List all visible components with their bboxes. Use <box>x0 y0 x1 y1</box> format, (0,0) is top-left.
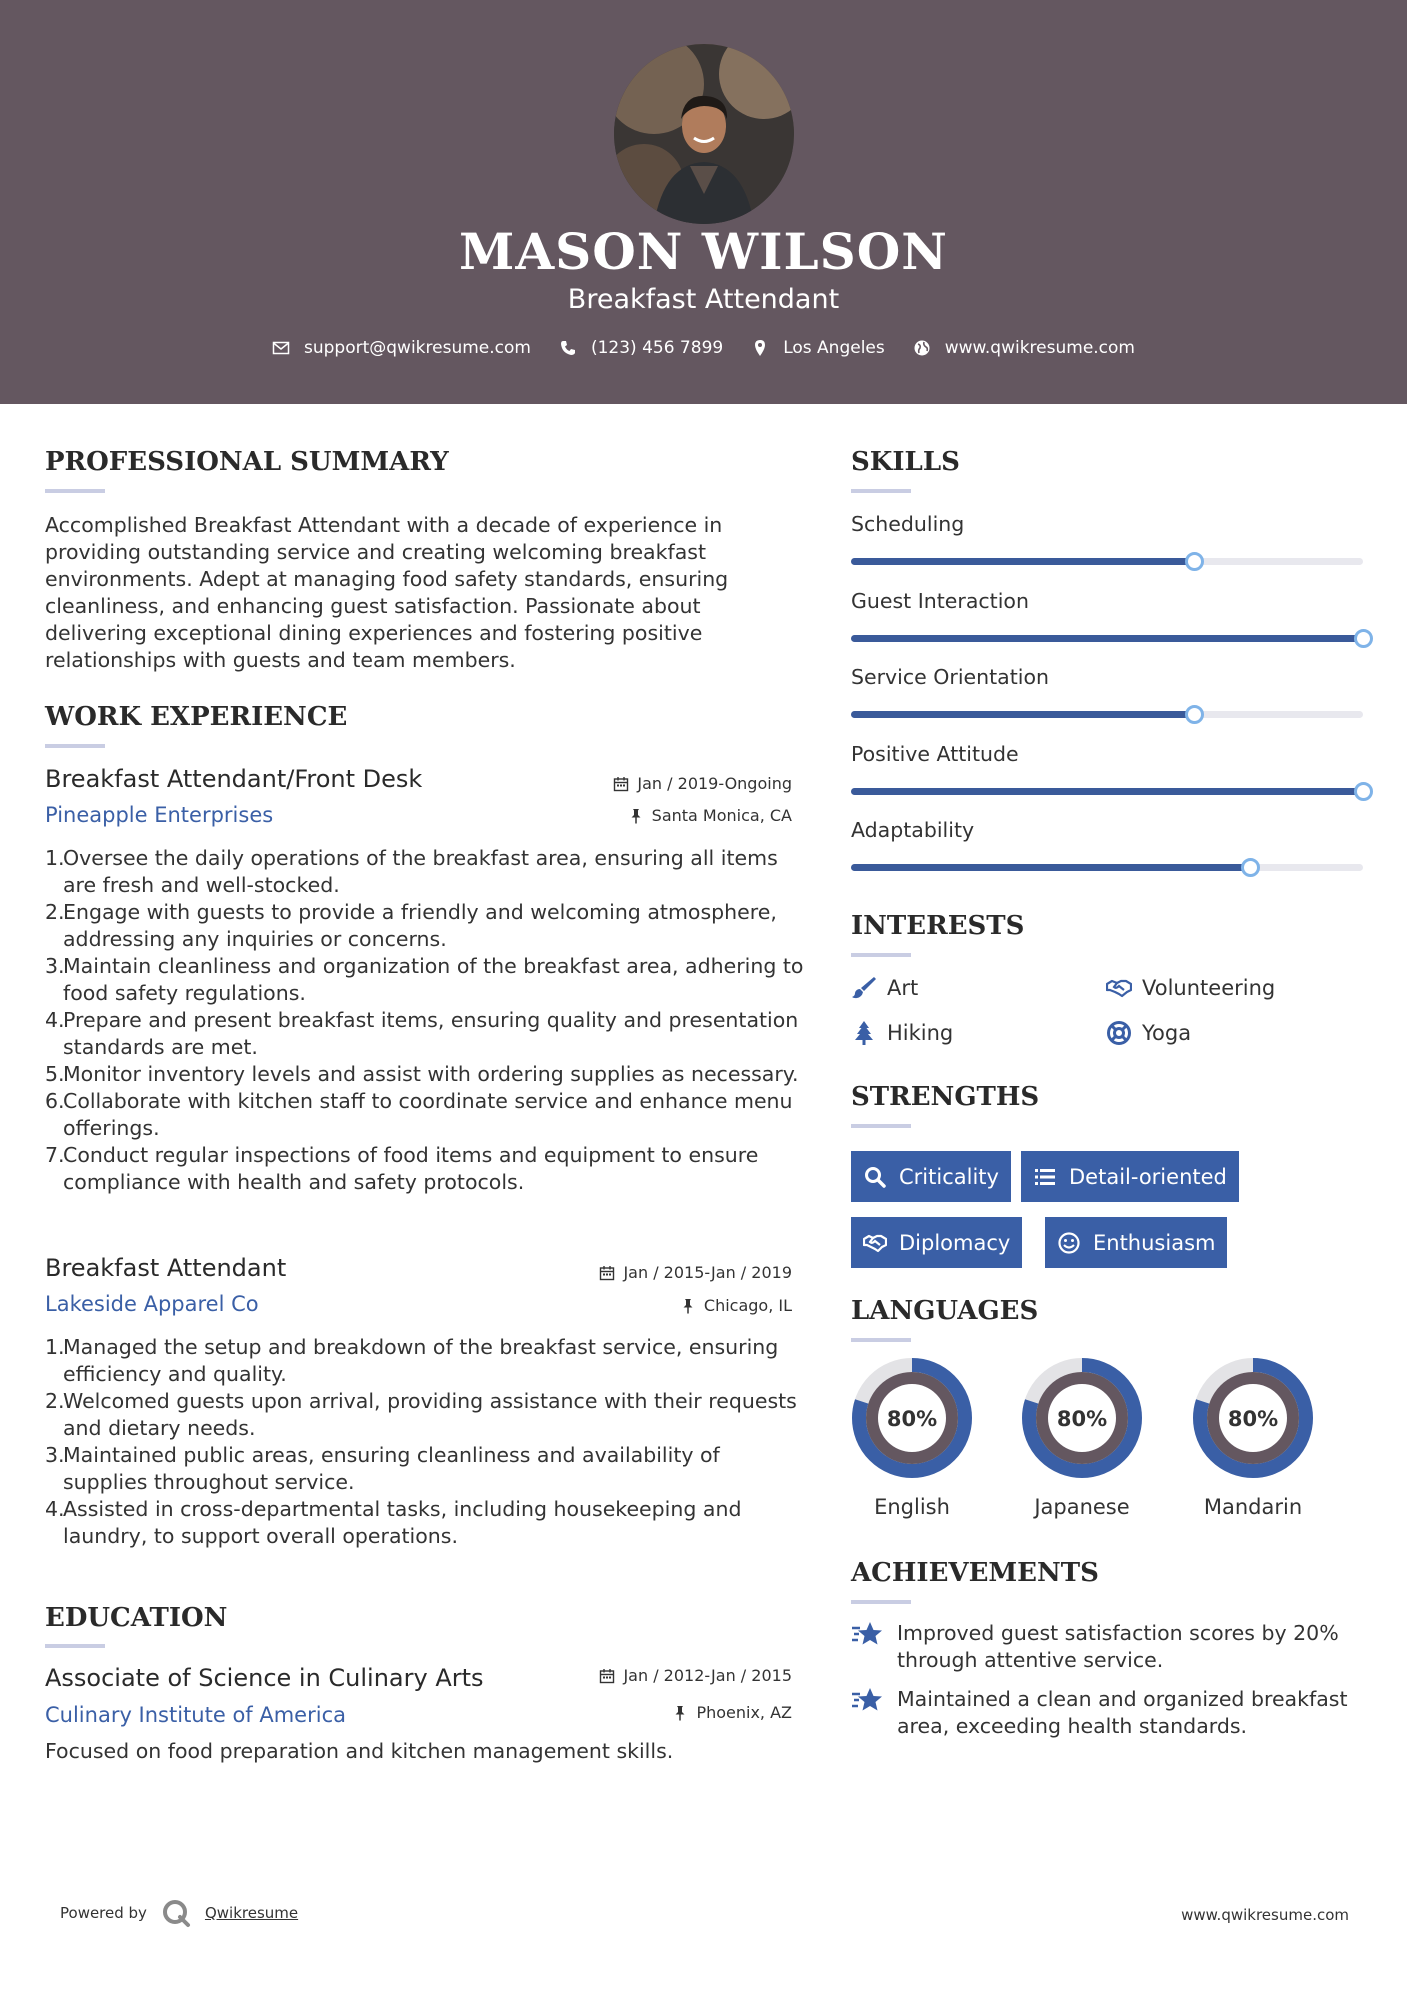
language-percent: 80% <box>1227 1407 1279 1431</box>
skills-heading: SKILLS <box>851 447 960 477</box>
language-name: Japanese <box>1034 1495 1130 1519</box>
job-responsibilities <box>45 1334 805 1550</box>
job-date <box>599 1263 792 1282</box>
strength-label: Criticality <box>899 1164 999 1189</box>
summary-divider <box>45 489 105 493</box>
qwikresume-logo-icon <box>161 1898 191 1928</box>
achievements-heading: ACHIEVEMENTS <box>851 1558 1099 1588</box>
skill-level-knob <box>1354 629 1373 648</box>
language-gauge <box>1021 1357 1143 1519</box>
list-item: 2. Welcomed guests upon arrival, providing assistance with their requests and dietary needs. <box>45 1389 797 1440</box>
job-responsibilities <box>45 845 805 1196</box>
footer-website-link[interactable]: www.qwikresume.com <box>1181 1906 1349 1924</box>
star-icon <box>851 1620 883 1650</box>
skill-level-knob <box>1185 552 1204 571</box>
skill-label: Adaptability <box>851 818 975 842</box>
skill-level-knob <box>1241 858 1260 877</box>
interest-label: Volunteering <box>1142 976 1276 1000</box>
achievement-item <box>851 1620 1371 1674</box>
contact-email[interactable] <box>272 338 531 358</box>
qwikresume-link[interactable]: Qwikresume <box>204 1904 299 1922</box>
handshake-icon <box>863 1231 887 1255</box>
strength-tag-detail-oriented <box>1021 1151 1239 1202</box>
languages-divider <box>851 1338 911 1342</box>
contact-website[interactable] <box>913 338 1135 358</box>
interest-volunteering <box>1106 975 1275 1001</box>
education-description: Focused on food preparation and kitchen management skills. <box>45 1739 674 1763</box>
language-name: Mandarin <box>1203 1495 1303 1519</box>
interest-art <box>851 975 918 1001</box>
achievements-divider <box>851 1600 911 1604</box>
languages-heading: LANGUAGES <box>851 1296 1039 1326</box>
interest-hiking <box>851 1020 953 1046</box>
phone-icon <box>559 339 577 357</box>
skill-bar-fill <box>851 558 1194 565</box>
experience-heading: WORK EXPERIENCE <box>45 702 348 732</box>
skill-bar <box>851 788 1363 795</box>
list-item: 5. Monitor inventory levels and assist with ordering supplies as necessary. <box>45 1062 799 1086</box>
contact-email-text: support@qwikresume.com <box>304 338 531 358</box>
candidate-role: Breakfast Attendant <box>567 284 840 315</box>
strength-tag-enthusiasm <box>1045 1217 1227 1268</box>
degree-title: Associate of Science in Culinary Arts <box>45 1664 484 1692</box>
contact-location <box>751 338 885 358</box>
skill-bar-fill <box>851 635 1363 642</box>
summary-heading: PROFESSIONAL SUMMARY <box>45 447 449 477</box>
skill-bar <box>851 558 1363 565</box>
strength-label: Enthusiasm <box>1093 1230 1216 1255</box>
education-divider <box>45 1644 105 1648</box>
school-name: Culinary Institute of America <box>45 1703 346 1727</box>
search-icon <box>863 1165 887 1189</box>
contact-website-text: www.qwikresume.com <box>944 338 1135 358</box>
contact-phone[interactable] <box>559 338 723 358</box>
skill-bar-fill <box>851 788 1363 795</box>
job-date <box>613 774 792 793</box>
education-date-text: Jan / 2012-Jan / 2015 <box>623 1666 792 1685</box>
profile-photo <box>614 44 794 224</box>
skill-bar-fill <box>851 711 1194 718</box>
education-location <box>672 1703 792 1722</box>
language-gauge <box>851 1357 973 1519</box>
globe-icon <box>913 339 931 357</box>
interest-label: Hiking <box>887 1021 954 1045</box>
job-location-text: Santa Monica, CA <box>651 806 792 825</box>
calendar-icon <box>599 1265 615 1281</box>
list-item: 4. Prepare and present breakfast items, ensuring quality and presentation standards are met. <box>45 1008 799 1059</box>
interests-heading: INTERESTS <box>851 911 1025 941</box>
job-date-text: Jan / 2019-Ongoing <box>637 774 792 793</box>
company-name: Lakeside Apparel Co <box>45 1292 259 1316</box>
pushpin-icon <box>680 1298 696 1314</box>
achievement-text: Improved guest satisfaction scores by 20% through attentive service. <box>897 1621 1339 1672</box>
strength-tag-diplomacy <box>851 1217 1022 1268</box>
company-name: Pineapple Enterprises <box>45 803 274 827</box>
summary-text: Accomplished Breakfast Attendant with a decade of experience in providing outstanding service and creating welcoming breakfast environments. Adept at managing food safety standards, ensuring cleanliness, and enhancing guest satisfaction. Passionate about delivering exceptional dining experiences and fostering positive relationships with guests and team members. <box>45 513 729 672</box>
candidate-name: MASON WILSON <box>459 222 948 281</box>
skill-level-knob <box>1354 782 1373 801</box>
education-date <box>599 1666 792 1685</box>
achievement-item <box>851 1686 1371 1740</box>
skill-bar-fill <box>851 864 1250 871</box>
list-item: 1. Oversee the daily operations of the breakfast area, ensuring all items are fresh and well-stocked. <box>45 846 778 897</box>
skill-label: Positive Attitude <box>851 741 1019 766</box>
footer-powered-by <box>60 1898 298 1928</box>
list-item: 4. Assisted in cross-departmental tasks, including housekeeping and laundry, to support overall operations. <box>45 1497 742 1548</box>
skill-label: Scheduling <box>851 512 965 536</box>
handshake-icon <box>1106 975 1132 1001</box>
list-item: 1. Managed the setup and breakdown of the breakfast service, ensuring efficiency and quality. <box>45 1335 779 1386</box>
list-item: 6. Collaborate with kitchen staff to coordinate service and enhance menu offerings. <box>45 1089 793 1140</box>
job-title: Breakfast Attendant/Front Desk <box>45 765 423 793</box>
list-item: 2. Engage with guests to provide a friendly and welcoming atmosphere, addressing any inquiries or concerns. <box>45 900 777 951</box>
interest-label: Art <box>887 976 919 1000</box>
job-location <box>680 1296 792 1315</box>
tree-icon <box>851 1020 877 1046</box>
strength-label: Detail-oriented <box>1069 1164 1227 1189</box>
strength-tag-criticality <box>851 1151 1011 1202</box>
job-date-text: Jan / 2015-Jan / 2019 <box>623 1263 792 1282</box>
pushpin-icon <box>672 1705 688 1721</box>
calendar-icon <box>613 776 629 792</box>
job-location <box>628 806 792 825</box>
job-title: Breakfast Attendant <box>45 1254 287 1282</box>
list-item: 3. Maintain cleanliness and organization of the breakfast area, adhering to food safety regulations. <box>45 954 804 1005</box>
list-item: 3. Maintained public areas, ensuring cleanliness and availability of supplies throughout service. <box>45 1443 720 1494</box>
map-marker-icon <box>751 339 769 357</box>
skills-divider <box>851 489 911 493</box>
language-gauge <box>1192 1357 1314 1519</box>
list-icon <box>1033 1165 1057 1189</box>
contact-location-text: Los Angeles <box>783 338 885 358</box>
pushpin-icon <box>628 808 644 824</box>
skill-bar <box>851 635 1363 642</box>
education-location-text: Phoenix, AZ <box>696 1703 792 1722</box>
job-location-text: Chicago, IL <box>703 1296 792 1315</box>
education-heading: EDUCATION <box>45 1603 228 1633</box>
envelope-icon <box>272 339 290 357</box>
skill-label: Guest Interaction <box>851 588 1029 613</box>
contact-bar <box>0 338 1407 358</box>
smile-icon <box>1057 1231 1081 1255</box>
language-percent: 80% <box>1056 1407 1108 1431</box>
calendar-icon <box>599 1668 615 1684</box>
strengths-divider <box>851 1124 911 1128</box>
strengths-heading: STRENGTHS <box>851 1082 1040 1112</box>
interests-divider <box>851 953 911 957</box>
skill-bar <box>851 864 1363 871</box>
paintbrush-icon <box>851 975 877 1001</box>
language-name: English <box>874 1495 950 1519</box>
strength-label: Diplomacy <box>899 1230 1011 1255</box>
powered-by-label: Powered by <box>60 1904 147 1922</box>
skill-bar <box>851 711 1363 718</box>
list-item: 7. Conduct regular inspections of food items and equipment to ensure compliance with health and safety protocols. <box>45 1143 759 1194</box>
life-ring-icon <box>1106 1020 1132 1046</box>
star-icon <box>851 1686 883 1716</box>
interest-label: Yoga <box>1142 1021 1192 1045</box>
skill-level-knob <box>1185 705 1204 724</box>
experience-divider <box>45 744 105 748</box>
resume-header <box>0 0 1407 404</box>
language-percent: 80% <box>886 1407 938 1431</box>
interest-yoga <box>1106 1020 1191 1046</box>
achievement-text: Maintained a clean and organized breakfast area, exceeding health standards. <box>897 1687 1348 1738</box>
contact-phone-text: (123) 456 7899 <box>590 338 724 358</box>
skill-label: Service Orientation <box>851 665 1050 689</box>
